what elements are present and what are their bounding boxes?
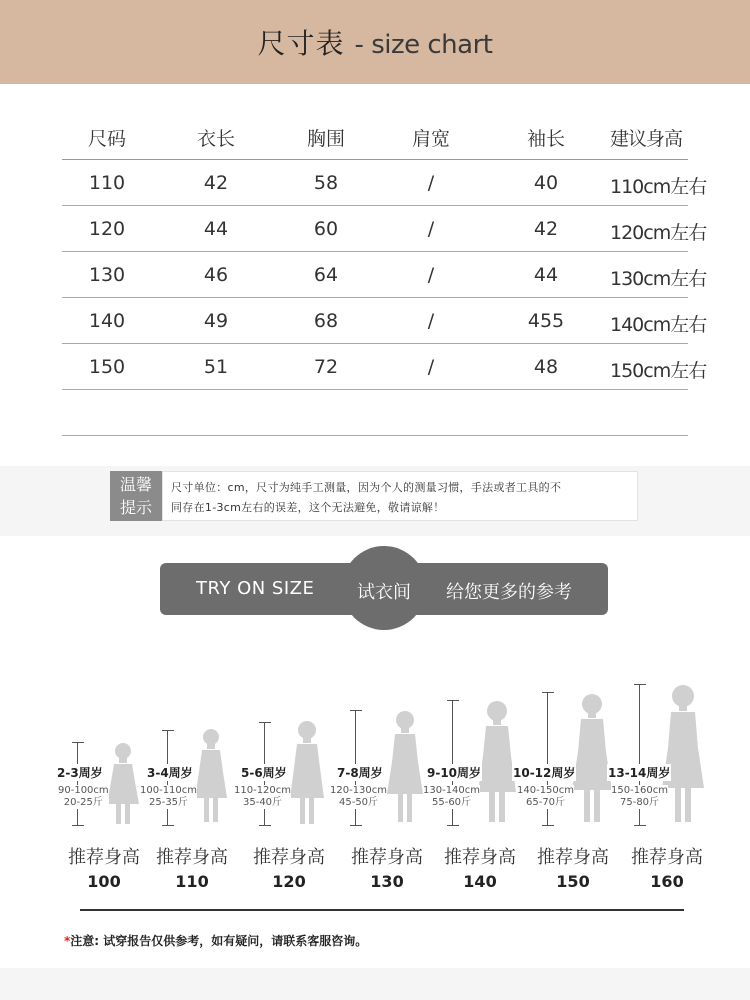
kid-height-range: 100-110cm bbox=[140, 785, 198, 796]
kid-height-range: 90-100cm bbox=[58, 785, 109, 796]
tip-text-box bbox=[162, 471, 638, 521]
table-cell: 455 bbox=[527, 310, 565, 332]
kid-weight-range: 20-25斤 bbox=[63, 797, 103, 808]
tip-line1: 尺寸单位：cm，尺寸为纯手工测量，因为个人的测量习惯，手法或者工具的不 bbox=[171, 481, 562, 494]
table-cell: 42 bbox=[203, 172, 229, 194]
kid-age: 2-3周岁 bbox=[57, 766, 103, 780]
kid-weight-range: 45-50斤 bbox=[338, 797, 379, 808]
table-cell: 58 bbox=[313, 172, 339, 194]
table-row bbox=[62, 344, 707, 390]
recommended-size: 130 bbox=[370, 872, 404, 891]
table-header-row bbox=[62, 114, 688, 160]
table-cell: / bbox=[427, 356, 435, 378]
table-row bbox=[62, 160, 707, 206]
table-cell: 140cm左右 bbox=[610, 314, 707, 336]
kid-height-range: 140-150cm bbox=[517, 785, 575, 796]
table-cell: 150cm左右 bbox=[610, 360, 707, 382]
table-cell: 110cm左右 bbox=[610, 176, 707, 198]
kid-age: 13-14周岁 bbox=[608, 766, 671, 780]
table-cell: 49 bbox=[203, 310, 229, 332]
table-cell: 140 bbox=[88, 310, 126, 332]
kid-height-range: 120-130cm bbox=[330, 785, 388, 796]
table-cell: / bbox=[427, 310, 435, 332]
kid-age: 10-12周岁 bbox=[513, 766, 576, 780]
try-on-left-label: TRY ON SIZE bbox=[196, 578, 315, 599]
table-row bbox=[62, 206, 707, 252]
tip-line2: 同存在1-3cm左右的误差，这个无法避免，敬请谅解！ bbox=[171, 501, 445, 514]
table-cell: 150 bbox=[88, 356, 126, 378]
table-cell: 120 bbox=[88, 218, 126, 240]
kids-row bbox=[0, 670, 750, 840]
column-header: 肩宽 bbox=[411, 128, 450, 150]
table-cell: 46 bbox=[203, 264, 229, 286]
tip-badge bbox=[110, 471, 162, 521]
title-text: 尺寸表 bbox=[257, 27, 345, 60]
table-cell: 60 bbox=[313, 218, 339, 240]
recommended-size: 100 bbox=[87, 872, 121, 891]
table-row bbox=[62, 252, 707, 298]
table-cell: 72 bbox=[313, 356, 339, 378]
table-cell: 64 bbox=[313, 264, 339, 286]
kid-height-range: 110-120cm bbox=[234, 785, 292, 796]
kid-age: 3-4周岁 bbox=[147, 766, 193, 780]
size-table bbox=[62, 114, 707, 436]
table-cell: 110 bbox=[88, 172, 126, 194]
title-subtitle: - size chart bbox=[354, 30, 493, 60]
recommended-size: 120 bbox=[272, 872, 306, 891]
note-star: * bbox=[64, 934, 71, 948]
divider bbox=[80, 909, 684, 911]
table-cell: 40 bbox=[533, 172, 559, 194]
recommended-label: 推荐身高 bbox=[444, 847, 516, 868]
recommended-label: 推荐身高 bbox=[253, 847, 325, 868]
recommended-label: 推荐身高 bbox=[156, 847, 228, 868]
kid-weight-range: 75-80斤 bbox=[619, 797, 660, 808]
kid-height-range: 150-160cm bbox=[611, 785, 669, 796]
table-cell: 51 bbox=[203, 356, 229, 378]
column-header: 衣长 bbox=[196, 128, 235, 150]
table-cell: 44 bbox=[203, 218, 229, 240]
table-cell: / bbox=[427, 218, 435, 240]
table-cell: / bbox=[427, 264, 435, 286]
kid-weight-range: 25-35斤 bbox=[148, 797, 189, 808]
header-banner bbox=[0, 0, 750, 84]
table-cell: 68 bbox=[313, 310, 339, 332]
table-cell: 42 bbox=[533, 218, 559, 240]
table-cell: / bbox=[427, 172, 435, 194]
kid-figure-7 bbox=[0, 670, 720, 840]
bottom-band bbox=[0, 968, 750, 1000]
table-cell: 44 bbox=[533, 264, 559, 286]
recommended-label: 推荐身高 bbox=[68, 847, 140, 868]
column-header: 尺码 bbox=[87, 128, 126, 150]
table-empty-row bbox=[62, 390, 688, 436]
recommended-size: 160 bbox=[650, 872, 684, 891]
recommended-label: 推荐身高 bbox=[537, 847, 609, 868]
recommended-label: 推荐身高 bbox=[351, 847, 423, 868]
column-header: 袖长 bbox=[526, 128, 565, 150]
tip-badge-line1: 温馨 bbox=[119, 475, 152, 494]
try-on-right-label: 给您更多的参考 bbox=[446, 582, 572, 603]
page-title bbox=[0, 22, 750, 62]
note-text: 试穿报告仅供参考，如有疑问，请联系客服咨询。 bbox=[103, 934, 368, 948]
footer-note bbox=[64, 932, 367, 949]
recommended-size: 110 bbox=[175, 872, 209, 891]
kid-age: 7-8周岁 bbox=[337, 766, 383, 780]
table-cell: 120cm左右 bbox=[610, 222, 707, 244]
table-cell: 48 bbox=[533, 356, 559, 378]
kid-height-range: 130-140cm bbox=[423, 785, 481, 796]
table-cell: 130cm左右 bbox=[610, 268, 707, 290]
kid-weight-range: 65-70斤 bbox=[525, 797, 566, 808]
kid-weight-range: 55-60斤 bbox=[431, 797, 472, 808]
recommended-size: 150 bbox=[556, 872, 590, 891]
table-row bbox=[62, 298, 707, 344]
column-header: 建议身高 bbox=[610, 128, 683, 150]
tip-badge-line2: 提示 bbox=[119, 498, 152, 517]
note-label: 注意: bbox=[70, 934, 100, 948]
recommended-label: 推荐身高 bbox=[631, 847, 703, 868]
table-cell: 130 bbox=[88, 264, 126, 286]
try-on-middle-label: 试衣间 bbox=[357, 582, 411, 603]
column-header: 胸围 bbox=[306, 128, 345, 150]
kid-age: 5-6周岁 bbox=[241, 766, 287, 780]
kid-weight-range: 35-40斤 bbox=[242, 797, 283, 808]
kid-age: 9-10周岁 bbox=[427, 766, 482, 780]
kid-measurements bbox=[611, 785, 668, 809]
recommended-size: 140 bbox=[463, 872, 497, 891]
